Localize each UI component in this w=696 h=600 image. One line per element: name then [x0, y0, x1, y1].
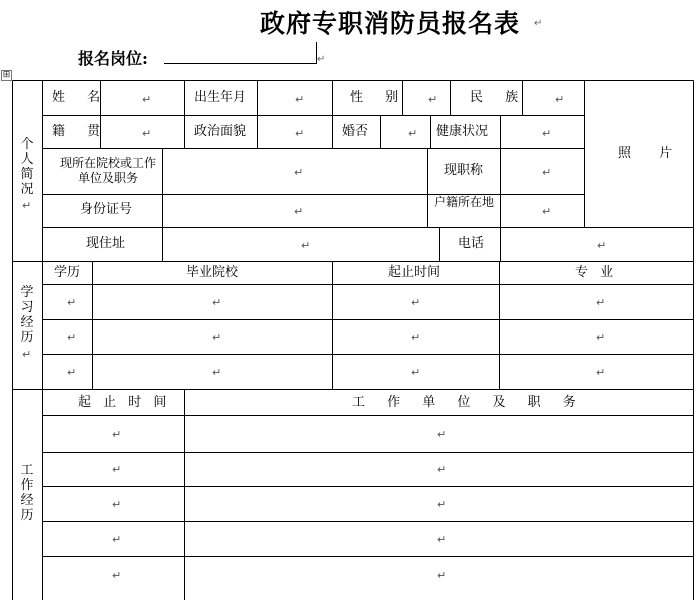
section-study-label: 学习经历	[20, 285, 34, 345]
study-cell[interactable]: ↵	[596, 366, 606, 379]
study-cell[interactable]: ↵	[212, 331, 222, 344]
work-cell[interactable]: ↵	[437, 569, 447, 582]
section-work-label: 工作经历	[20, 463, 34, 523]
label-ethnicity: 民 族	[470, 90, 528, 105]
paragraph-mark: ↵	[22, 199, 32, 212]
study-cell[interactable]: ↵	[596, 296, 606, 309]
study-cell[interactable]: ↵	[67, 331, 77, 344]
input-address[interactable]: ↵	[301, 239, 311, 252]
label-name: 姓 名	[52, 90, 110, 105]
input-current-unit[interactable]: ↵	[294, 166, 304, 179]
work-header-period: 起 止 时 间	[78, 395, 171, 410]
study-cell[interactable]: ↵	[411, 296, 421, 309]
study-cell[interactable]: ↵	[411, 366, 421, 379]
study-header-period: 起止时间	[388, 265, 441, 280]
work-cell[interactable]: ↵	[437, 463, 447, 476]
input-ethnicity[interactable]: ↵	[555, 93, 565, 106]
study-cell[interactable]: ↵	[212, 366, 222, 379]
input-politics[interactable]: ↵	[295, 127, 305, 140]
input-name[interactable]: ↵	[142, 93, 152, 106]
work-cell[interactable]: ↵	[112, 569, 122, 582]
study-header-major: 专 业	[575, 265, 618, 280]
work-cell[interactable]: ↵	[437, 533, 447, 546]
study-cell[interactable]: ↵	[411, 331, 421, 344]
form-title: 政府专职消防员报名表	[259, 9, 520, 38]
work-cell[interactable]: ↵	[112, 463, 122, 476]
work-cell[interactable]: ↵	[112, 498, 122, 511]
label-household: 户籍所在地	[433, 195, 494, 209]
input-health[interactable]: ↵	[542, 127, 552, 140]
study-cell[interactable]: ↵	[212, 296, 222, 309]
work-header-unit: 工 作 单 位 及 职 务	[352, 395, 580, 410]
study-cell[interactable]: ↵	[67, 296, 77, 309]
label-marital: 婚否	[342, 124, 369, 139]
work-cell[interactable]: ↵	[112, 428, 122, 441]
study-cell[interactable]: ↵	[596, 331, 606, 344]
work-cell[interactable]: ↵	[437, 428, 447, 441]
label-current-unit: 现所在院校或工作单位及职务	[59, 156, 156, 185]
section-personal-label: 个人简况	[20, 137, 34, 197]
label-native-place: 籍 贯	[52, 124, 110, 139]
paragraph-mark: ↵	[317, 54, 326, 65]
registration-table	[12, 80, 694, 600]
label-current-title: 现职称	[444, 163, 484, 178]
label-gender: 性 别	[350, 90, 408, 105]
input-id-number[interactable]: ↵	[294, 205, 304, 218]
study-cell[interactable]: ↵	[67, 366, 77, 379]
study-header-degree: 学历	[54, 265, 81, 280]
input-gender[interactable]: ↵	[428, 93, 438, 106]
position-input-line[interactable]	[164, 63, 316, 64]
input-native-place[interactable]: ↵	[142, 127, 152, 140]
input-phone[interactable]: ↵	[597, 239, 607, 252]
position-label: 报名岗位:	[78, 49, 148, 68]
label-health: 健康状况	[436, 124, 489, 139]
label-phone: 电话	[458, 236, 485, 251]
paragraph-mark: ↵	[22, 348, 32, 361]
label-birth: 出生年月	[194, 90, 247, 105]
input-marital[interactable]: ↵	[408, 127, 418, 140]
label-politics: 政治面貌	[194, 124, 247, 139]
input-household[interactable]: ↵	[542, 205, 552, 218]
paragraph-mark: ↵	[534, 18, 543, 29]
study-header-school: 毕业院校	[186, 265, 239, 280]
label-address: 现住址	[86, 236, 126, 251]
photo-label: 照 片	[618, 146, 685, 161]
input-birth[interactable]: ↵	[295, 93, 305, 106]
table-move-handle-icon[interactable]: ⊞	[2, 70, 11, 80]
work-cell[interactable]: ↵	[112, 533, 122, 546]
label-id-number: 身份证号	[80, 202, 133, 217]
work-cell[interactable]: ↵	[437, 498, 447, 511]
input-current-title[interactable]: ↵	[542, 166, 552, 179]
